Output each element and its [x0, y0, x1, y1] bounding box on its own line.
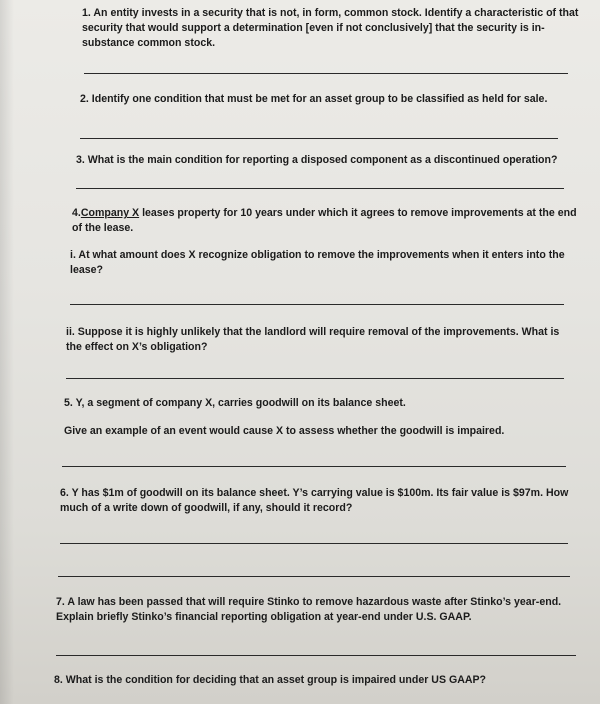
answer-line-6b [58, 576, 570, 577]
page-shadow [0, 0, 14, 704]
question-5-text-a: 5. Y, a segment of company X, carries goodwill on its balance sheet. [64, 397, 406, 409]
question-4-rest: leases property for 10 years under which it agrees to remove improvements at the end of the lease. [72, 207, 577, 234]
question-5-text-b: Give an example of an event would cause X to assess whether the goodwill is impaired. [64, 425, 505, 437]
answer-line-7 [56, 655, 576, 656]
answer-line-5 [62, 466, 566, 467]
question-4i [70, 248, 578, 278]
answer-line-2 [80, 138, 558, 139]
question-7-text: 7. A law has been passed that will require Stinko to remove hazardous waste after Stinko’s year-end. Explain briefly Stinko’s financial reporting obligation at year-end under U.S. GAAP. [56, 596, 562, 623]
question-4-company: Company X [80, 207, 140, 219]
question-1-text: 1. An entity invests in a security that is not, in form, common stock. Identify a characteristic of that security that would support a determination [even if not conclusively] that the security is in-substance common stock. [82, 7, 579, 49]
question-4-number: 4. [72, 207, 81, 219]
question-1 [82, 6, 582, 51]
answer-line-4ii [66, 378, 564, 379]
question-8 [54, 673, 584, 688]
answer-line-4i [70, 304, 564, 305]
question-8-text: 8. What is the condition for deciding that an asset group is impaired under US GAAP? [54, 674, 487, 686]
question-4 [72, 206, 584, 236]
question-4i-text: i. At what amount does X recognize obligation to remove the improvements when it enters into the lease? [70, 249, 565, 276]
answer-line-3 [76, 188, 564, 189]
question-3 [76, 153, 576, 168]
answer-line-1 [84, 73, 568, 74]
question-3-text: 3. What is the main condition for reporting a disposed component as a discontinued operation? [76, 154, 558, 166]
question-4ii-text: ii. Suppose it is highly unlikely that the landlord will require removal of the improvements. What is the effect on X’s obligation? [66, 326, 560, 353]
question-7 [56, 595, 586, 625]
question-2-text: 2. Identify one condition that must be met for an asset group to be classified as held for sale. [80, 93, 548, 105]
question-6-text: 6. Y has $1m of goodwill on its balance sheet. Y’s carrying value is $100m. Its fair value is $97m. How much of a write down of goodwill, if any, should it record? [60, 487, 569, 514]
question-6 [60, 486, 578, 516]
question-5 [64, 396, 576, 439]
question-2 [80, 92, 580, 107]
answer-line-6a [60, 543, 568, 544]
question-4-text [72, 206, 584, 236]
question-4ii [66, 325, 576, 355]
